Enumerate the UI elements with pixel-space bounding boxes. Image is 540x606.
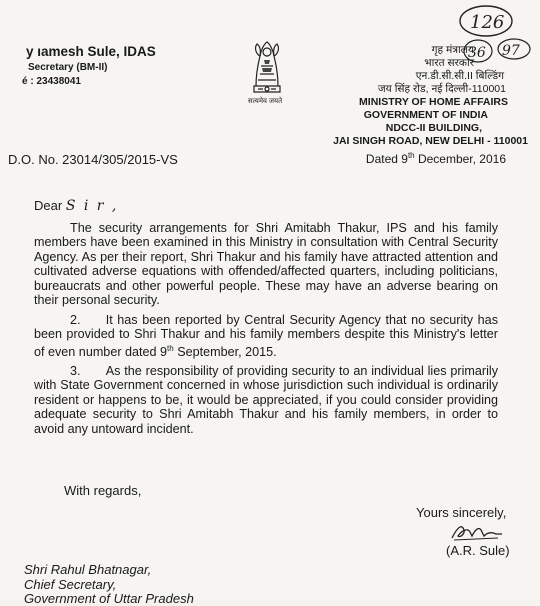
handwritten-ref: 36 (468, 45, 486, 61)
closing-regards: With regards, (64, 483, 142, 498)
ministry-english: MINISTRY OF HOME AFFAIRS (359, 96, 508, 108)
letter-date: Dated 9th December, 2016 (365, 151, 506, 166)
govt-english: GOVERNMENT OF INDIA (363, 109, 488, 121)
address-english: JAI SINGH ROAD, NEW DELHI - 110001 (333, 135, 528, 147)
salutation-handwritten-name: S i r , (65, 198, 119, 214)
do-number: D.O. No. 23014/305/2015-VS (8, 152, 178, 167)
sender-phone: é : 23438041 (22, 76, 81, 87)
emblem-motto: सत्यमेव जयते (248, 98, 283, 105)
recipient-name: Shri Rahul Bhatnagar, (24, 562, 152, 577)
national-emblem-icon (246, 34, 288, 104)
signer-name: (A.R. Sule) (446, 543, 510, 558)
paragraph-2: 2. It has been reported by Central Security Agency that no security has been provided to Shri Thakur and his family members despite this Ministry's letter of even number dated 9th September, 2015. (34, 313, 498, 359)
building-hindi: एन.डी.सी.सी.II बिल्डिंग (415, 70, 504, 82)
paragraph-1: The security arrangements for Shri Amitabh Thakur, IPS and his family members have been examined in this Ministry in consultation with Central Security Agency. As per their report, Shri Thakur and his family have attracted attention and cultivated adverse equations with offended/affected quarters, including politicians, bureaucrats and other powerful people. These may have an adverse bearing on their personal security. (34, 221, 498, 308)
salutation-word: Dear (34, 198, 63, 213)
sender-designation: Secretary (BM-II) (28, 62, 108, 73)
handwritten-signature (448, 520, 506, 544)
handwritten-ref-2: 97 (502, 43, 520, 59)
govt-hindi: भारत सरकार (424, 57, 474, 69)
recipient-title: Chief Secretary, (24, 577, 117, 592)
paragraph-3: 3. As the responsibility of providing security to an individual lies primarily with State Government concerned in whose jurisdiction such individual is ordinarily resident or happens to be, it would be appreciated, if you could consider providing adequate security to Shri Amitabh Thakur and his family members, in order to avoid any untoward incident. (34, 364, 498, 436)
salutation (34, 198, 118, 214)
ministry-hindi: गृह मंत्रालय (431, 44, 474, 56)
address-hindi: जय सिंह रोड, नई दिल्ली-110001 (377, 83, 506, 95)
handwritten-number-text: 126 (470, 12, 505, 33)
office-address-block (328, 44, 528, 148)
closing-yours-sincerely: Yours sincerely, (416, 505, 507, 520)
sender-name: y ıamesh Sule, IDAS (26, 44, 156, 59)
building-english: NDCC-II BUILDING, (385, 122, 482, 134)
recipient-organization: Government of Uttar Pradesh (24, 591, 194, 606)
